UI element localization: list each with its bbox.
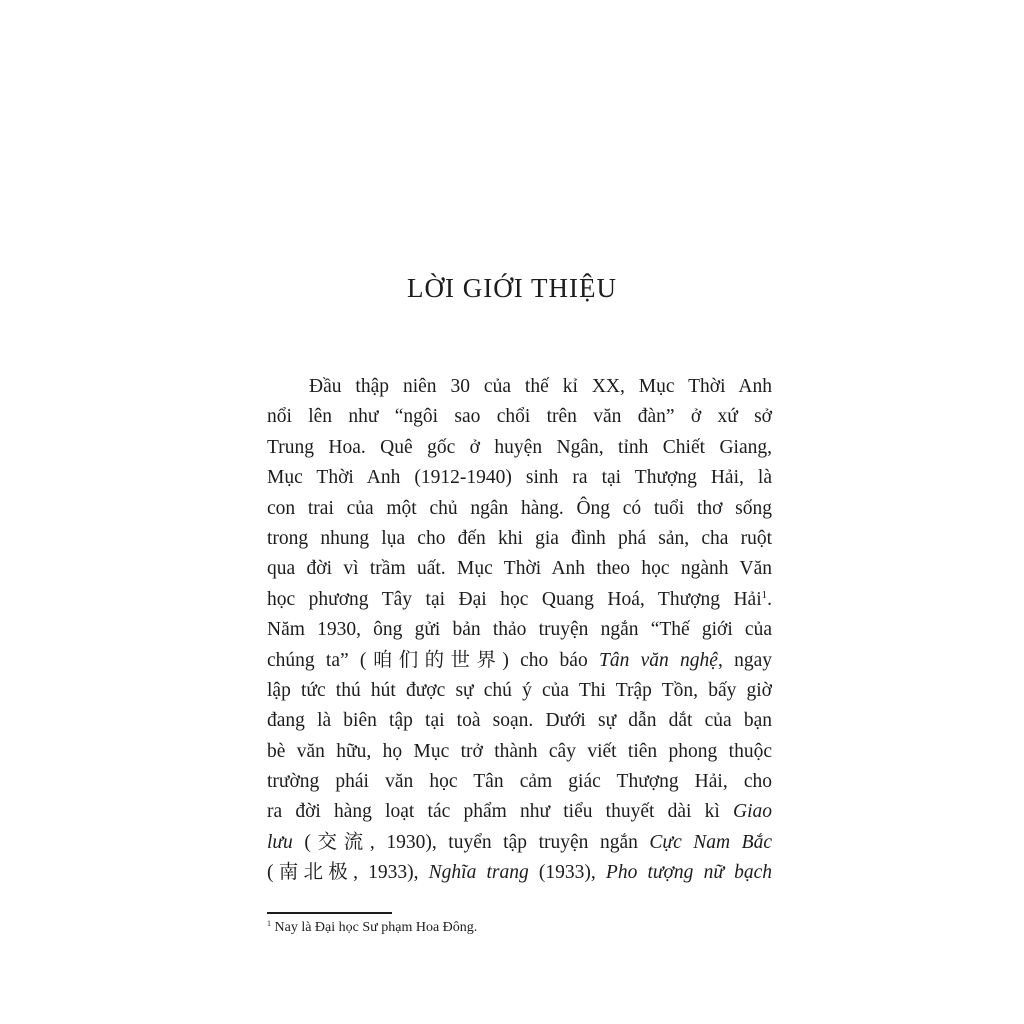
- text-line: qua đời vì trầm uất. Mục Thời Anh theo học ngành Văn: [267, 558, 772, 580]
- text-line: trường phái văn học Tân cảm giác Thượng Hải, cho: [267, 771, 772, 793]
- text-line: trong nhung lụa cho đến khi gia đình phá sản, cha ruột: [267, 527, 772, 549]
- text-line: Năm 1930, ông gửi bản thảo truyện ngắn “Thế giới của: [267, 619, 772, 641]
- text-line: ra đời hàng loạt tác phẩm như tiểu thuyết dài kì Giao: [267, 801, 772, 823]
- italic-title: Pho tượng nữ bạch: [605, 862, 773, 884]
- text-line: chúng ta” (咱们的世界) cho báo Tân văn nghệ, ngay: [267, 649, 773, 671]
- text-line: Đầu thập niên 30 của thế kỉ XX, Mục Thời Anh: [309, 376, 772, 397]
- text-line: con trai của một chủ ngân hàng. Ông có tuổi thơ sống: [267, 497, 772, 519]
- text-line: bè văn hữu, họ Mục trở thành cây viết tiên phong thuộc: [267, 740, 772, 762]
- italic-title: lưu: [267, 831, 293, 853]
- italic-title: Nghĩa trang: [428, 862, 529, 884]
- italic-title: Cực Nam Bắc: [649, 831, 772, 853]
- text-line: nổi lên như “ngôi sao chổi trên văn đàn” ở xứ sở: [267, 406, 772, 428]
- footnote-ref: 1: [761, 588, 768, 601]
- text-line: (南北极, 1933), Nghĩa trang (1933), Pho tượng nữ bạch: [267, 862, 773, 884]
- footnote: [267, 918, 477, 938]
- footnote-text: Nay là Đại học Sư phạm Hoa Đông.: [274, 920, 478, 935]
- text-line: Trung Hoa. Quê gốc ở huyện Ngân, tỉnh Chiết Giang,: [267, 436, 772, 458]
- text-line: Mục Thời Anh (1912-1940) sinh ra tại Thượng Hải, là: [267, 467, 772, 489]
- footnote-divider: [267, 912, 392, 914]
- page-title: LỜI GIỚI THIỆU: [407, 273, 617, 303]
- footnote-marker: 1: [267, 919, 271, 928]
- body-text: [267, 372, 772, 889]
- text-line: đang là biên tập tại toà soạn. Dưới sự dẫn dắt của bạn: [267, 710, 772, 732]
- text-line: lập tức thú hút được sự chú ý của Thi Trập Tồn, bấy giờ: [267, 679, 772, 701]
- text-line: lưu (交流, 1930), tuyển tập truyện ngắn Cực Nam Bắc: [267, 831, 772, 853]
- italic-title: Giao: [733, 801, 772, 823]
- text-line: học phương Tây tại Đại học Quang Hoá, Thượng Hải$^1$.: [267, 588, 772, 610]
- italic-title: Tân văn nghệ: [598, 649, 718, 671]
